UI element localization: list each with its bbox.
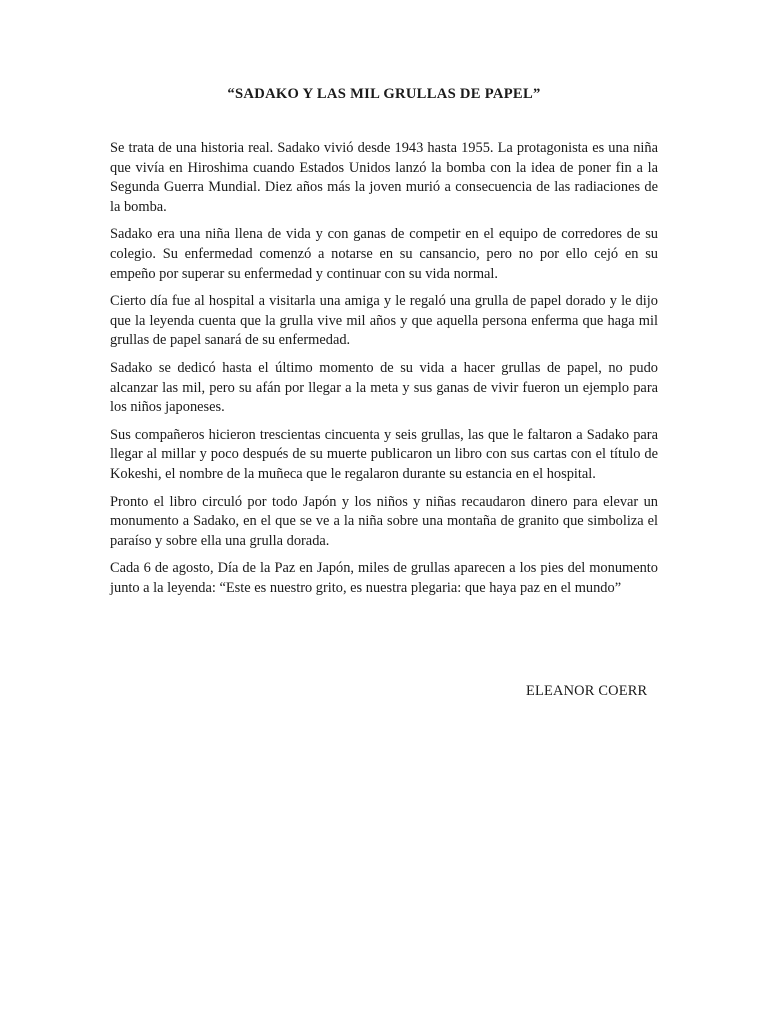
author-name: ELEANOR COERR <box>526 683 648 699</box>
paragraph-4: Sadako se dedicó hasta el último momento de su vida a hacer grullas de papel, no pudo alcanzar las mil, pero su afán por llegar a la meta y sus ganas de vivir fueron un ejemplo para los niños japoneses. <box>110 359 658 416</box>
paragraph-3: Cierto día fue al hospital a visitarla una amiga y le regaló una grulla de papel dorado y le dijo que la leyenda cuenta que la grulla vive mil años y que aquella persona enferma que haga mil grullas de papel sanará de su enfermedad. <box>110 293 658 349</box>
paragraph-5: Sus compañeros hicieron trescientas cincuenta y seis grullas, las que le faltaron a Sadako para llegar al millar y poco después de su muerte publicaron un libro con sus cartas con el título de Kokeshi, el nombre de la muñeca que le regalaron durante su estancia en el hospital. <box>110 426 658 482</box>
paragraph-6: Pronto el libro circuló por todo Japón y los niños y niñas recaudaron dinero para elevar un monumento a Sadako, en el que se ve a la niña sobre una montaña de granito que simboliza el paraíso y sobre ella una grulla dorada. <box>110 493 658 549</box>
document-title: “SADAKO Y LAS MIL GRULLAS DE PAPEL” <box>227 86 541 102</box>
paragraph-1: Se trata de una historia real. Sadako vivió desde 1943 hasta 1955. La protagonista es una niña que vivía en Hiroshima cuando Estados Unidos lanzó la bomba con la idea de poner fin a la Segunda Guerra Mundial. Diez años más la joven murió a consecuencia de las radiaciones de la bomba. <box>110 140 658 215</box>
document-body <box>110 139 658 606</box>
paragraph-7: Cada 6 de agosto, Día de la Paz en Japón, miles de grullas aparecen a los pies del monumento junto a la leyenda: “Este es nuestro grito, es nuestra plegaria: que haya paz en el mundo” <box>110 560 658 596</box>
paragraph-2: Sadako era una niña llena de vida y con ganas de competir en el equipo de corredores de su colegio. Su enfermedad comenzó a notarse en su cansancio, pero no por ello cejó en su empeño por superar su enfermedad y continuar con su vida normal. <box>110 226 658 282</box>
